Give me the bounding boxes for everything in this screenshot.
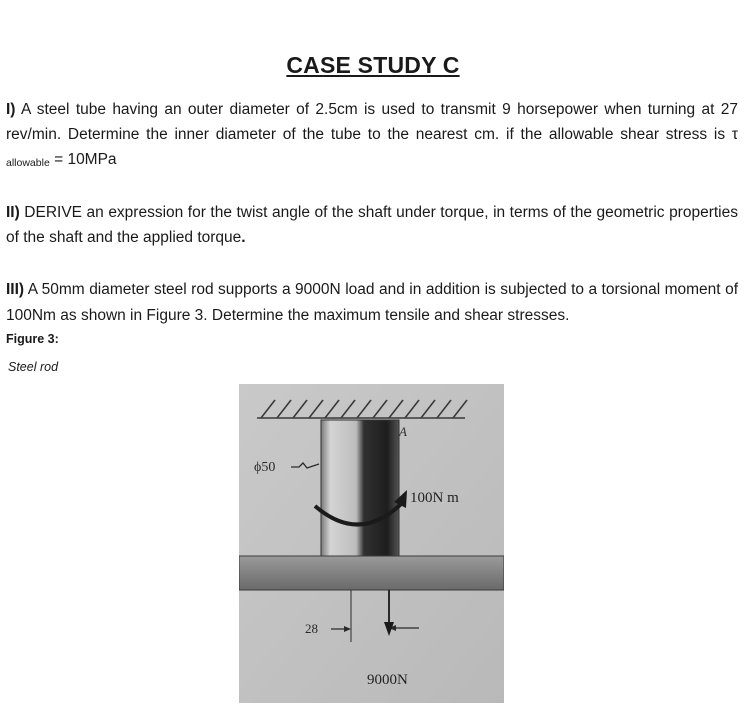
- load-label: 9000N: [367, 672, 408, 688]
- steel-rod-drawing: [239, 384, 504, 703]
- question-1: [6, 97, 738, 176]
- question-2-end: .: [241, 229, 246, 246]
- question-3-number: III): [6, 281, 25, 298]
- question-3-text: A 50mm diameter steel rod supports a 9000N load and in addition is subjected to a torsional moment of 100Nm as shown in Figure 3. Determine the maximum tensile and shear stresses.: [6, 281, 738, 324]
- question-2-text: DERIVE an expression for the twist angle of the shaft under torque, in terms of the geometric properties of the shaft and the applied torque: [6, 204, 738, 246]
- tau-symbol: τ: [731, 126, 738, 143]
- question-3: [6, 277, 738, 329]
- steel-rod-figure: [239, 384, 504, 703]
- torque-label: 100N m: [410, 490, 459, 506]
- figure-caption: Steel rod: [8, 360, 59, 374]
- tau-subscript: allowable: [6, 157, 50, 169]
- question-1-number: I): [6, 101, 16, 118]
- diameter-label: ϕ50: [254, 460, 276, 475]
- allowable-value: = 10MPa: [49, 151, 117, 168]
- question-2: [6, 200, 738, 250]
- point-a-label: A: [399, 424, 407, 439]
- offset-label: 28: [305, 621, 318, 636]
- figure-label: Figure 3:: [6, 332, 59, 346]
- base-plate: [239, 556, 504, 590]
- steel-rod: [321, 420, 399, 558]
- page-title: CASE STUDY C: [286, 52, 460, 78]
- question-2-number: II): [6, 204, 20, 221]
- question-1-text: A steel tube having an outer diameter of 2.5cm is used to transmit 9 horsepower when turning at 27 rev/min. Determine the inner diameter of the tube to the nearest cm. if the allowable shear stress is: [6, 101, 738, 143]
